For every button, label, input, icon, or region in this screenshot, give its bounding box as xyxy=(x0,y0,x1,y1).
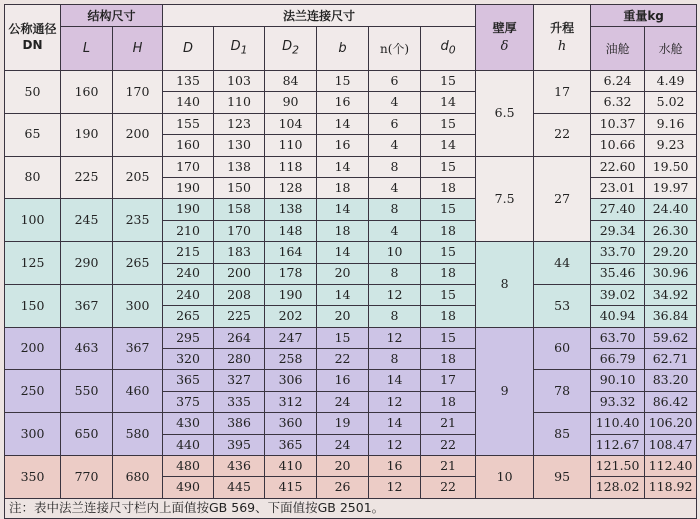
water-weight-cell: 19.97 xyxy=(645,177,697,198)
L-cell: 190 xyxy=(61,113,113,156)
H-cell: 205 xyxy=(113,156,163,199)
d0-cell: 21 xyxy=(421,413,476,434)
D2-cell: 128 xyxy=(265,177,317,198)
D-cell: 490 xyxy=(163,477,214,498)
D1-cell: 130 xyxy=(214,135,265,156)
D-cell: 140 xyxy=(163,92,214,113)
d0-cell: 14 xyxy=(421,92,476,113)
water-weight-cell: 106.20 xyxy=(645,413,697,434)
wall-symbol: δ xyxy=(500,38,509,54)
H-cell: 235 xyxy=(113,199,163,242)
b-cell: 15 xyxy=(317,327,369,348)
D1-cell: 208 xyxy=(214,284,265,305)
D-cell: 135 xyxy=(163,71,214,92)
n-cell: 4 xyxy=(369,135,421,156)
b-cell: 16 xyxy=(317,370,369,391)
D1-cell: 123 xyxy=(214,113,265,134)
wall-cell: 7.5 xyxy=(476,156,534,242)
oil-weight-cell: 66.79 xyxy=(591,349,645,370)
water-weight-cell: 9.23 xyxy=(645,135,697,156)
n-cell: 12 xyxy=(369,327,421,348)
D-cell: 240 xyxy=(163,284,214,305)
flange-spec-table xyxy=(4,4,697,519)
dn-cell: 150 xyxy=(5,284,61,327)
d0-cell: 21 xyxy=(421,456,476,477)
L-cell: 463 xyxy=(61,327,113,370)
table-row xyxy=(5,71,697,92)
lift-cell: 60 xyxy=(534,327,591,370)
D1-cell: 150 xyxy=(214,177,265,198)
oil-weight-cell: 10.37 xyxy=(591,113,645,134)
table-row xyxy=(5,456,697,477)
d0-cell: 18 xyxy=(421,306,476,327)
oil-weight-cell: 63.70 xyxy=(591,327,645,348)
col-b: b xyxy=(317,27,369,71)
n-cell: 12 xyxy=(369,391,421,412)
b-cell: 15 xyxy=(317,71,369,92)
b-cell: 20 xyxy=(317,306,369,327)
col-D1: $D_1$ xyxy=(214,27,265,71)
L-cell: 550 xyxy=(61,370,113,413)
L-cell: 650 xyxy=(61,413,113,456)
lift-cell: 78 xyxy=(534,370,591,413)
wall-cell: 8 xyxy=(476,242,534,328)
n-cell: 14 xyxy=(369,370,421,391)
D2-cell: 415 xyxy=(265,477,317,498)
lift-cell: 17 xyxy=(534,71,591,114)
lift-label: 升程 xyxy=(550,20,575,35)
D1-cell: 335 xyxy=(214,391,265,412)
D-cell: 440 xyxy=(163,434,214,455)
n-cell: 12 xyxy=(369,284,421,305)
n-cell: 12 xyxy=(369,477,421,498)
d0-cell: 22 xyxy=(421,477,476,498)
table-row xyxy=(5,156,697,177)
oil-weight-cell: 110.40 xyxy=(591,413,645,434)
D2-cell: 178 xyxy=(265,263,317,284)
d0-cell: 22 xyxy=(421,434,476,455)
table-row xyxy=(5,370,697,391)
b-cell: 26 xyxy=(317,477,369,498)
water-weight-cell: 59.62 xyxy=(645,327,697,348)
d0-cell: 18 xyxy=(421,263,476,284)
D1-cell: 280 xyxy=(214,349,265,370)
b-cell: 16 xyxy=(317,92,369,113)
b-cell: 14 xyxy=(317,242,369,263)
col-H: H xyxy=(113,27,163,71)
wall-cell: 10 xyxy=(476,456,534,499)
water-weight-cell: 83.20 xyxy=(645,370,697,391)
D-cell: 430 xyxy=(163,413,214,434)
water-weight-cell: 30.96 xyxy=(645,263,697,284)
water-weight-cell: 29.20 xyxy=(645,242,697,263)
water-weight-cell: 19.50 xyxy=(645,156,697,177)
D2-cell: 90 xyxy=(265,92,317,113)
lift-cell: 22 xyxy=(534,113,591,156)
D-cell: 295 xyxy=(163,327,214,348)
D2-cell: 306 xyxy=(265,370,317,391)
D-cell: 240 xyxy=(163,263,214,284)
oil-weight-cell: 27.40 xyxy=(591,199,645,220)
b-cell: 22 xyxy=(317,349,369,370)
D1-cell: 395 xyxy=(214,434,265,455)
table-row xyxy=(5,199,697,220)
d0-cell: 15 xyxy=(421,113,476,134)
H-cell: 170 xyxy=(113,71,163,114)
D-cell: 170 xyxy=(163,156,214,177)
D-cell: 160 xyxy=(163,135,214,156)
water-weight-cell: 24.40 xyxy=(645,199,697,220)
oil-weight-cell: 22.60 xyxy=(591,156,645,177)
oil-weight-cell: 10.66 xyxy=(591,135,645,156)
L-cell: 770 xyxy=(61,456,113,499)
n-cell: 6 xyxy=(369,113,421,134)
dn-cell: 65 xyxy=(5,113,61,156)
d0-cell: 14 xyxy=(421,135,476,156)
n-cell: 8 xyxy=(369,263,421,284)
D1-cell: 225 xyxy=(214,306,265,327)
table-row xyxy=(5,242,697,263)
wall-cell: 6.5 xyxy=(476,71,534,157)
water-weight-cell: 26.30 xyxy=(645,220,697,241)
lift-cell: 85 xyxy=(534,413,591,456)
n-cell: 14 xyxy=(369,413,421,434)
lift-cell: 44 xyxy=(534,242,591,285)
b-cell: 18 xyxy=(317,177,369,198)
L-cell: 290 xyxy=(61,242,113,285)
b-cell: 14 xyxy=(317,156,369,177)
water-weight-cell: 62.71 xyxy=(645,349,697,370)
table-row xyxy=(5,413,697,434)
col-n: n(个) xyxy=(369,27,421,71)
b-cell: 19 xyxy=(317,413,369,434)
D1-cell: 264 xyxy=(214,327,265,348)
lift-header xyxy=(534,5,591,71)
table-row xyxy=(5,113,697,134)
L-cell: 225 xyxy=(61,156,113,199)
col-D2: $D_2$ xyxy=(265,27,317,71)
D2-cell: 110 xyxy=(265,135,317,156)
D2-cell: 258 xyxy=(265,349,317,370)
n-cell: 8 xyxy=(369,349,421,370)
b-cell: 24 xyxy=(317,391,369,412)
D1-cell: 138 xyxy=(214,156,265,177)
d0-cell: 18 xyxy=(421,391,476,412)
oil-weight-cell: 128.02 xyxy=(591,477,645,498)
D-cell: 375 xyxy=(163,391,214,412)
D1-cell: 110 xyxy=(214,92,265,113)
water-weight-cell: 112.40 xyxy=(645,456,697,477)
weight-header: 重量kg xyxy=(591,5,697,27)
H-cell: 580 xyxy=(113,413,163,456)
D1-cell: 103 xyxy=(214,71,265,92)
D2-cell: 118 xyxy=(265,156,317,177)
d0-cell: 15 xyxy=(421,284,476,305)
d0-cell: 18 xyxy=(421,349,476,370)
D-cell: 480 xyxy=(163,456,214,477)
D1-cell: 327 xyxy=(214,370,265,391)
oil-weight-cell: 23.01 xyxy=(591,177,645,198)
D2-cell: 190 xyxy=(265,284,317,305)
n-cell: 4 xyxy=(369,92,421,113)
L-cell: 245 xyxy=(61,199,113,242)
col-oil: 油舱 xyxy=(591,27,645,71)
oil-weight-cell: 39.02 xyxy=(591,284,645,305)
d0-cell: 17 xyxy=(421,370,476,391)
D1-cell: 445 xyxy=(214,477,265,498)
b-cell: 24 xyxy=(317,434,369,455)
table-row xyxy=(5,327,697,348)
H-cell: 265 xyxy=(113,242,163,285)
n-cell: 8 xyxy=(369,306,421,327)
dn-cell: 50 xyxy=(5,71,61,114)
D2-cell: 104 xyxy=(265,113,317,134)
oil-weight-cell: 35.46 xyxy=(591,263,645,284)
n-cell: 4 xyxy=(369,220,421,241)
b-cell: 16 xyxy=(317,135,369,156)
water-weight-cell: 36.84 xyxy=(645,306,697,327)
D2-cell: 84 xyxy=(265,71,317,92)
D2-cell: 360 xyxy=(265,413,317,434)
D2-cell: 312 xyxy=(265,391,317,412)
oil-weight-cell: 90.10 xyxy=(591,370,645,391)
d0-cell: 15 xyxy=(421,327,476,348)
oil-weight-cell: 6.32 xyxy=(591,92,645,113)
col-d0: $d_0$ xyxy=(421,27,476,71)
wall-cell: 9 xyxy=(476,327,534,455)
n-cell: 12 xyxy=(369,434,421,455)
oil-weight-cell: 93.32 xyxy=(591,391,645,412)
flange-header: 法兰连接尺寸 xyxy=(163,5,476,27)
D1-cell: 386 xyxy=(214,413,265,434)
water-weight-cell: 108.47 xyxy=(645,434,697,455)
D-cell: 320 xyxy=(163,349,214,370)
n-cell: 8 xyxy=(369,199,421,220)
D-cell: 210 xyxy=(163,220,214,241)
D1-cell: 183 xyxy=(214,242,265,263)
oil-weight-cell: 6.24 xyxy=(591,71,645,92)
b-cell: 20 xyxy=(317,263,369,284)
table-note: 注：表中法兰连接尺寸栏内上面值按GB 569、下面值按GB 2501。 xyxy=(5,498,697,518)
H-cell: 200 xyxy=(113,113,163,156)
H-cell: 367 xyxy=(113,327,163,370)
n-cell: 16 xyxy=(369,456,421,477)
d0-cell: 18 xyxy=(421,177,476,198)
L-cell: 367 xyxy=(61,284,113,327)
structure-header: 结构尺寸 xyxy=(61,5,163,27)
b-cell: 14 xyxy=(317,199,369,220)
b-cell: 14 xyxy=(317,113,369,134)
D-cell: 365 xyxy=(163,370,214,391)
water-weight-cell: 86.42 xyxy=(645,391,697,412)
D2-cell: 138 xyxy=(265,199,317,220)
D2-cell: 365 xyxy=(265,434,317,455)
b-cell: 14 xyxy=(317,284,369,305)
dn-cell: 125 xyxy=(5,242,61,285)
n-cell: 4 xyxy=(369,177,421,198)
D2-cell: 247 xyxy=(265,327,317,348)
D-cell: 155 xyxy=(163,113,214,134)
table-row xyxy=(5,284,697,305)
dn-cell: 200 xyxy=(5,327,61,370)
D2-cell: 410 xyxy=(265,456,317,477)
oil-weight-cell: 121.50 xyxy=(591,456,645,477)
water-weight-cell: 118.92 xyxy=(645,477,697,498)
d0-cell: 15 xyxy=(421,156,476,177)
D1-cell: 170 xyxy=(214,220,265,241)
oil-weight-cell: 112.67 xyxy=(591,434,645,455)
n-cell: 10 xyxy=(369,242,421,263)
dn-cell: 300 xyxy=(5,413,61,456)
D2-cell: 148 xyxy=(265,220,317,241)
d0-cell: 15 xyxy=(421,199,476,220)
D-cell: 190 xyxy=(163,199,214,220)
col-water: 水舱 xyxy=(645,27,697,71)
b-cell: 18 xyxy=(317,220,369,241)
n-cell: 6 xyxy=(369,71,421,92)
oil-weight-cell: 29.34 xyxy=(591,220,645,241)
D1-cell: 436 xyxy=(214,456,265,477)
water-weight-cell: 34.92 xyxy=(645,284,697,305)
oil-weight-cell: 40.94 xyxy=(591,306,645,327)
oil-weight-cell: 33.70 xyxy=(591,242,645,263)
D1-cell: 158 xyxy=(214,199,265,220)
D1-cell: 200 xyxy=(214,263,265,284)
col-D: D xyxy=(163,27,214,71)
lift-symbol: h xyxy=(557,38,567,54)
d0-cell: 15 xyxy=(421,242,476,263)
D-cell: 190 xyxy=(163,177,214,198)
D-cell: 215 xyxy=(163,242,214,263)
col-L: L xyxy=(61,27,113,71)
dn-cell: 350 xyxy=(5,456,61,499)
n-cell: 8 xyxy=(369,156,421,177)
L-cell: 160 xyxy=(61,71,113,114)
water-weight-cell: 4.49 xyxy=(645,71,697,92)
H-cell: 460 xyxy=(113,370,163,413)
D2-cell: 202 xyxy=(265,306,317,327)
dn-header: 公称通径DN xyxy=(5,5,61,71)
D2-cell: 164 xyxy=(265,242,317,263)
dn-cell: 100 xyxy=(5,199,61,242)
d0-cell: 18 xyxy=(421,220,476,241)
wall-header xyxy=(476,5,534,71)
water-weight-cell: 5.02 xyxy=(645,92,697,113)
H-cell: 300 xyxy=(113,284,163,327)
lift-cell: 53 xyxy=(534,284,591,327)
lift-cell: 95 xyxy=(534,456,591,499)
dn-cell: 250 xyxy=(5,370,61,413)
lift-cell: 27 xyxy=(534,156,591,242)
D-cell: 265 xyxy=(163,306,214,327)
water-weight-cell: 9.16 xyxy=(645,113,697,134)
H-cell: 680 xyxy=(113,456,163,499)
wall-label: 壁厚 xyxy=(492,20,517,35)
d0-cell: 15 xyxy=(421,71,476,92)
b-cell: 20 xyxy=(317,456,369,477)
dn-cell: 80 xyxy=(5,156,61,199)
